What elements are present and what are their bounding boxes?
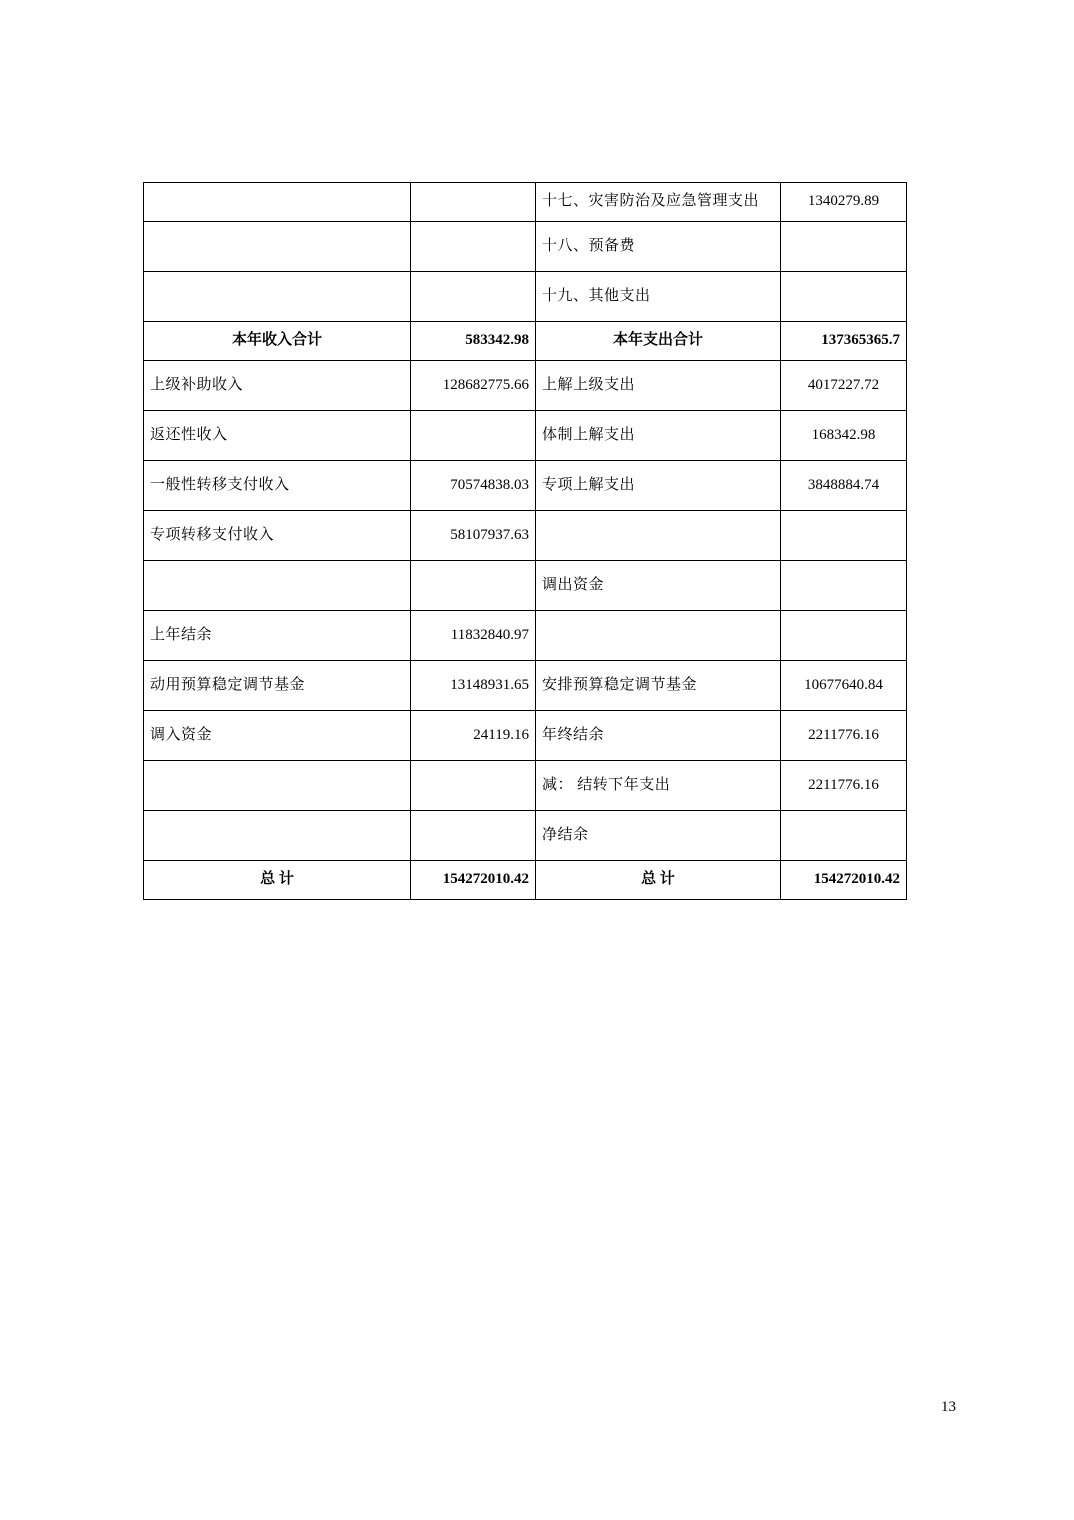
row-income-label [144, 811, 411, 861]
row-expense-label: 体制上解支出 [536, 411, 781, 461]
row-expense-value: 168342.98 [781, 411, 907, 461]
row-expense-label: 总 计 [536, 861, 781, 900]
row-expense-value: 10677640.84 [781, 661, 907, 711]
row-income-value: 24119.16 [411, 711, 536, 761]
row-expense-label: 减： 结转下年支出 [536, 761, 781, 811]
row-income-value: 70574838.03 [411, 461, 536, 511]
row-expense-label: 十八、预备费 [536, 222, 781, 272]
table-row [144, 461, 907, 511]
budget-balance-table [143, 182, 907, 900]
row-income-value: 583342.98 [411, 322, 536, 361]
row-expense-label: 十九、其他支出 [536, 272, 781, 322]
row-expense-label: 调出资金 [536, 561, 781, 611]
row-expense-label: 年终结余 [536, 711, 781, 761]
row-expense-value: 2211776.16 [781, 711, 907, 761]
row-income-value: 128682775.66 [411, 361, 536, 411]
row-expense-value: 1340279.89 [781, 183, 907, 222]
row-income-label: 一般性转移支付收入 [144, 461, 411, 511]
table-row-grandtotal [144, 861, 907, 900]
row-expense-value [781, 811, 907, 861]
table-row [144, 222, 907, 272]
row-income-value [411, 411, 536, 461]
row-expense-label: 净结余 [536, 811, 781, 861]
table-row [144, 811, 907, 861]
row-income-label: 动用预算稳定调节基金 [144, 661, 411, 711]
page-number: 13 [941, 1399, 956, 1415]
row-income-value [411, 272, 536, 322]
row-expense-label: 十七、灾害防治及应急管理支出 [536, 183, 781, 222]
row-income-label: 上年结余 [144, 611, 411, 661]
row-expense-value: 2211776.16 [781, 761, 907, 811]
row-income-value: 11832840.97 [411, 611, 536, 661]
row-expense-value [781, 272, 907, 322]
row-income-label [144, 561, 411, 611]
row-expense-label: 安排预算稳定调节基金 [536, 661, 781, 711]
row-income-label [144, 272, 411, 322]
row-income-value [411, 222, 536, 272]
table-row [144, 561, 907, 611]
row-income-value [411, 811, 536, 861]
row-income-label: 本年收入合计 [144, 322, 411, 361]
row-income-value [411, 561, 536, 611]
row-income-value: 154272010.42 [411, 861, 536, 900]
row-expense-value [781, 511, 907, 561]
row-income-label: 返还性收入 [144, 411, 411, 461]
row-income-label: 上级补助收入 [144, 361, 411, 411]
row-income-value: 58107937.63 [411, 511, 536, 561]
row-expense-label: 专项上解支出 [536, 461, 781, 511]
row-income-label: 调入资金 [144, 711, 411, 761]
row-income-label: 总 计 [144, 861, 411, 900]
table-row-subtotal [144, 322, 907, 361]
table-row [144, 711, 907, 761]
row-expense-value: 137365365.7 [781, 322, 907, 361]
row-income-value: 13148931.65 [411, 661, 536, 711]
row-income-label [144, 761, 411, 811]
row-expense-label: 上解上级支出 [536, 361, 781, 411]
row-income-value [411, 761, 536, 811]
table-row [144, 183, 907, 222]
table-body [144, 183, 907, 900]
row-income-label: 专项转移支付收入 [144, 511, 411, 561]
row-income-label [144, 222, 411, 272]
row-expense-label: 本年支出合计 [536, 322, 781, 361]
table-row [144, 661, 907, 711]
row-expense-value: 4017227.72 [781, 361, 907, 411]
row-income-value [411, 183, 536, 222]
table-row [144, 411, 907, 461]
row-expense-value [781, 611, 907, 661]
table-row [144, 761, 907, 811]
row-expense-label [536, 611, 781, 661]
budget-table-container [143, 182, 906, 900]
table-row [144, 511, 907, 561]
table-row [144, 272, 907, 322]
row-expense-value [781, 222, 907, 272]
table-row [144, 361, 907, 411]
row-income-label [144, 183, 411, 222]
table-row [144, 611, 907, 661]
row-expense-value: 154272010.42 [781, 861, 907, 900]
row-expense-label [536, 511, 781, 561]
row-expense-value [781, 561, 907, 611]
row-expense-value: 3848884.74 [781, 461, 907, 511]
